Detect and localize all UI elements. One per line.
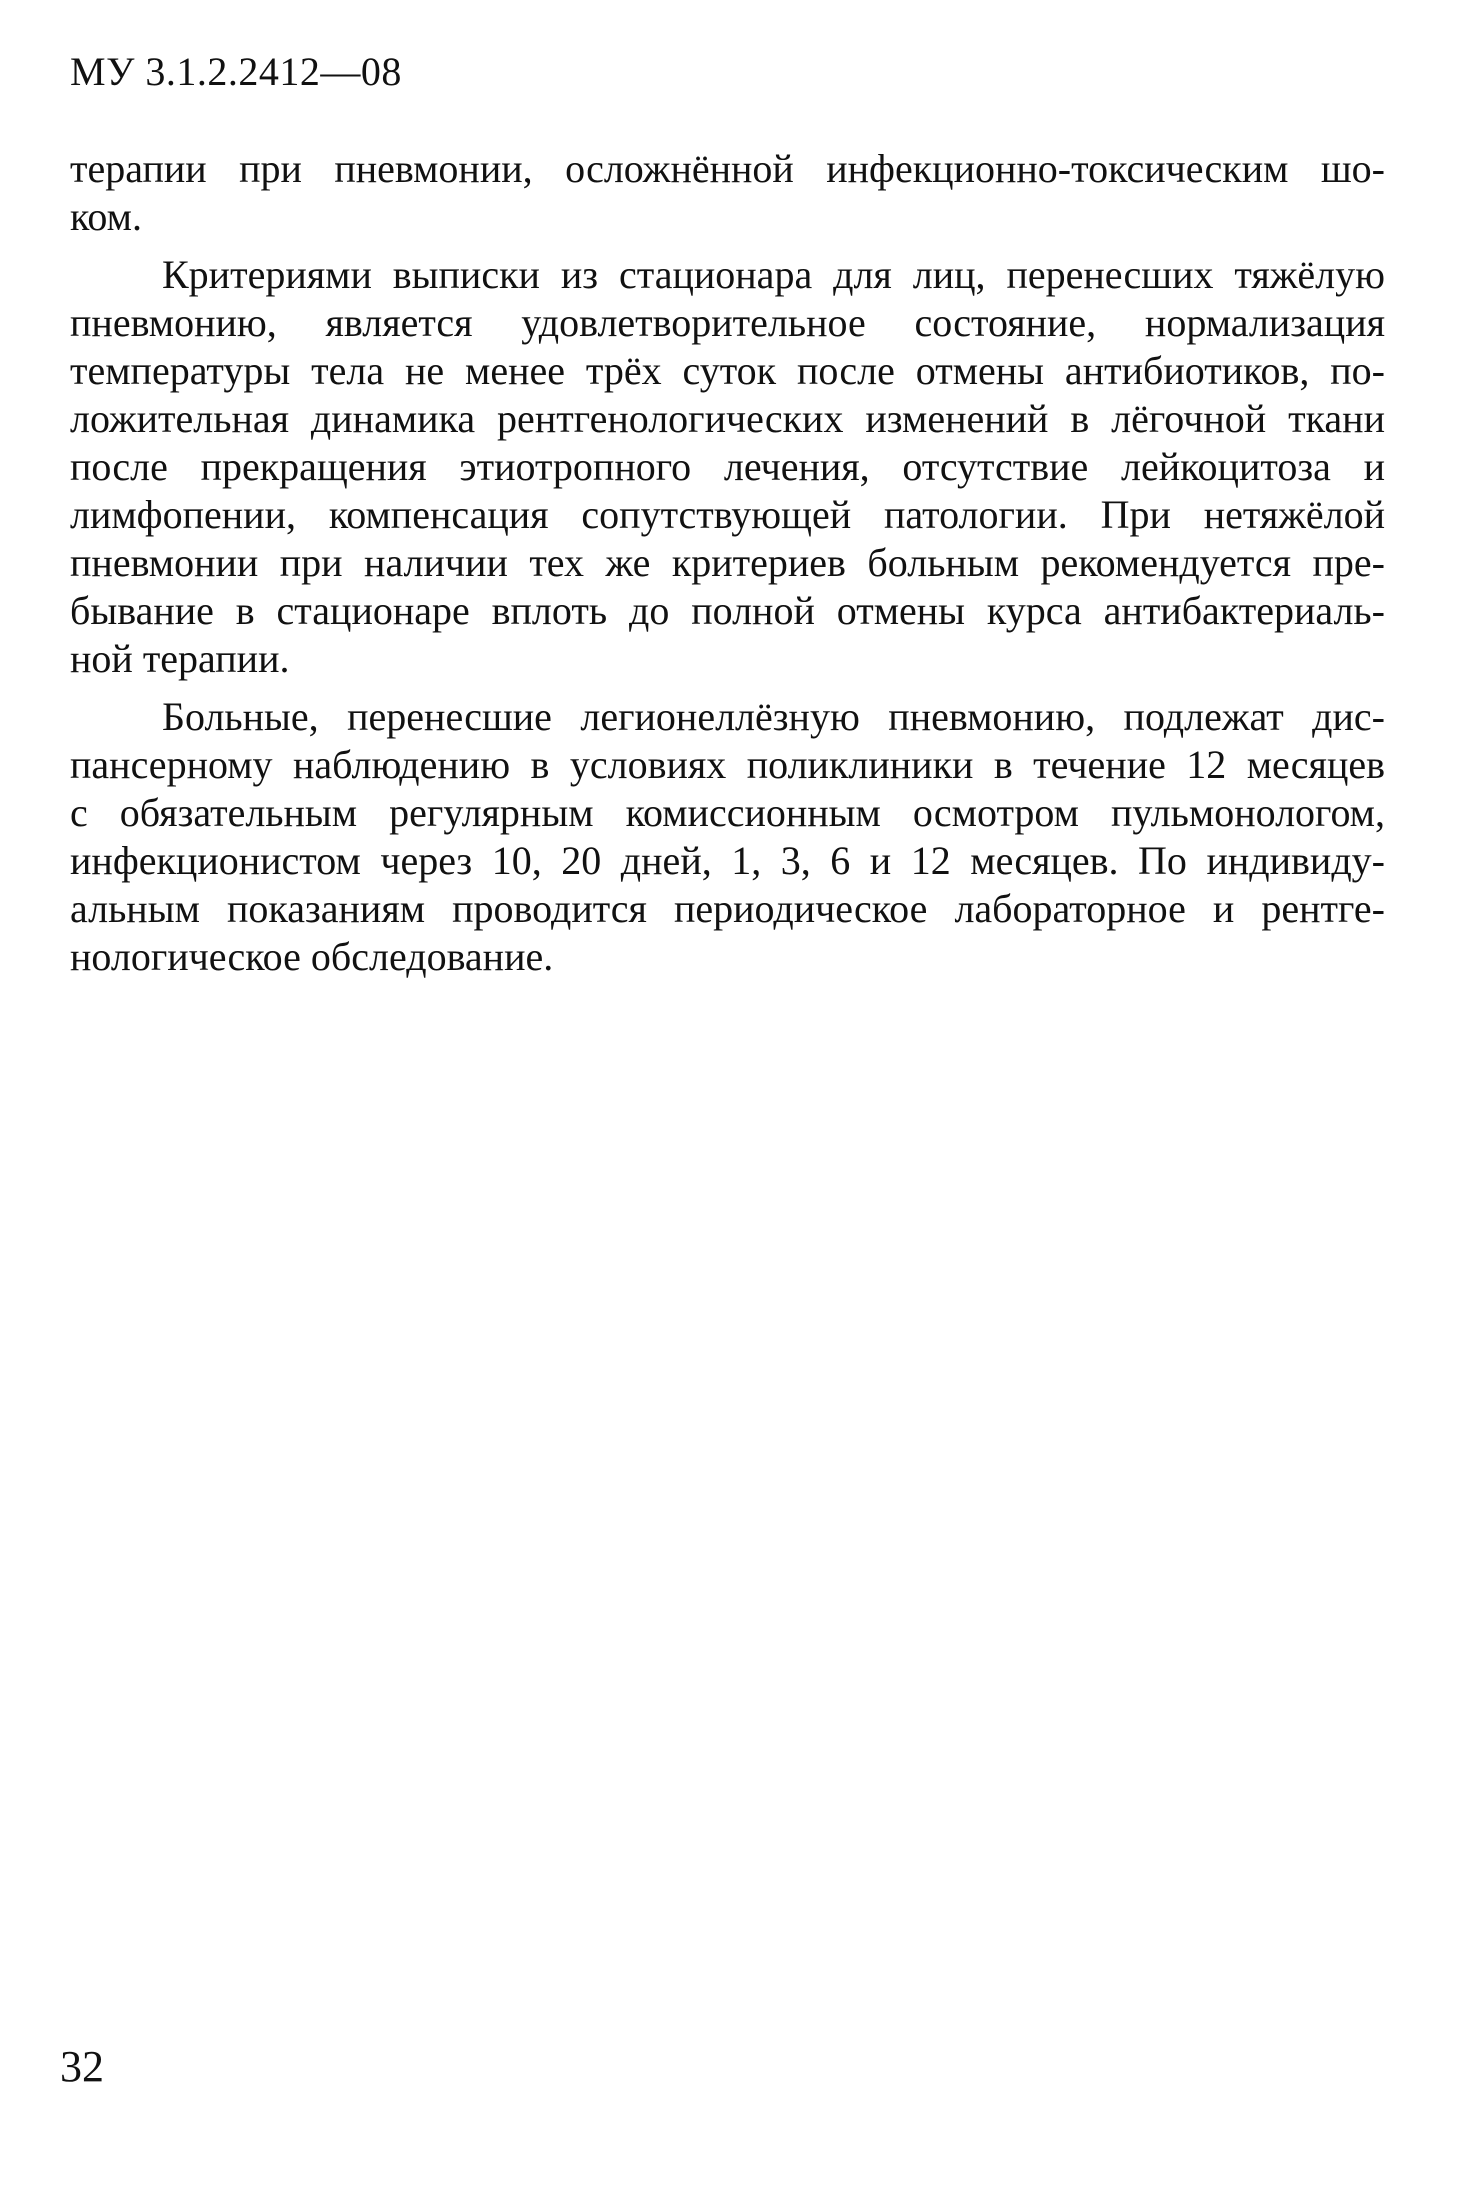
text-line: ком. [70,194,142,239]
text-line: Критериями выписки из стационара для лиц, перенесших тяжёлую [162,252,1385,297]
text-line: пневмонию, является удовлетворительное состояние, нормализация [70,300,1385,345]
text-line: нологическое обследование. [70,934,554,979]
text-line: ложительная динамика рентгенологических изменений в лёгочной ткани [70,396,1385,441]
text-line: температуры тела не менее трёх суток после отмены антибиотиков, по- [70,348,1385,393]
paragraph-2 [70,251,1385,683]
paragraph-1 [70,145,1385,241]
text-line: лимфопении, компенсация сопутствующей патологии. При нетяжёлой [70,492,1385,537]
text-line: с обязательным регулярным комиссионным осмотром пульмонологом, [70,790,1385,835]
text-line: терапии при пневмонии, осложнённой инфекционно-токсическим шо- [70,146,1385,191]
paragraph-3 [70,693,1385,981]
text-line: пансерному наблюдению в условиях поликлиники в течение 12 месяцев [70,742,1385,787]
document-code-header: МУ 3.1.2.2412—08 [70,49,402,94]
document-body [70,145,1385,981]
text-line: после прекращения этиотропного лечения, отсутствие лейкоцитоза и [70,444,1385,489]
text-line: Больные, перенесшие легионеллёзную пневмонию, подлежат дис- [162,694,1385,739]
text-line: пневмонии при наличии тех же критериев больным рекомендуется пре- [70,540,1385,585]
text-line: инфекционистом через 10, 20 дней, 1, 3, 6 и 12 месяцев. По индивиду- [70,838,1385,883]
text-line: альным показаниям проводится периодическое лабораторное и рентге- [70,886,1385,931]
text-line: ной терапии. [70,636,290,681]
text-line: бывание в стационаре вплоть до полной отмены курса антибактериаль- [70,588,1385,633]
page-number: 32 [60,2042,104,2091]
